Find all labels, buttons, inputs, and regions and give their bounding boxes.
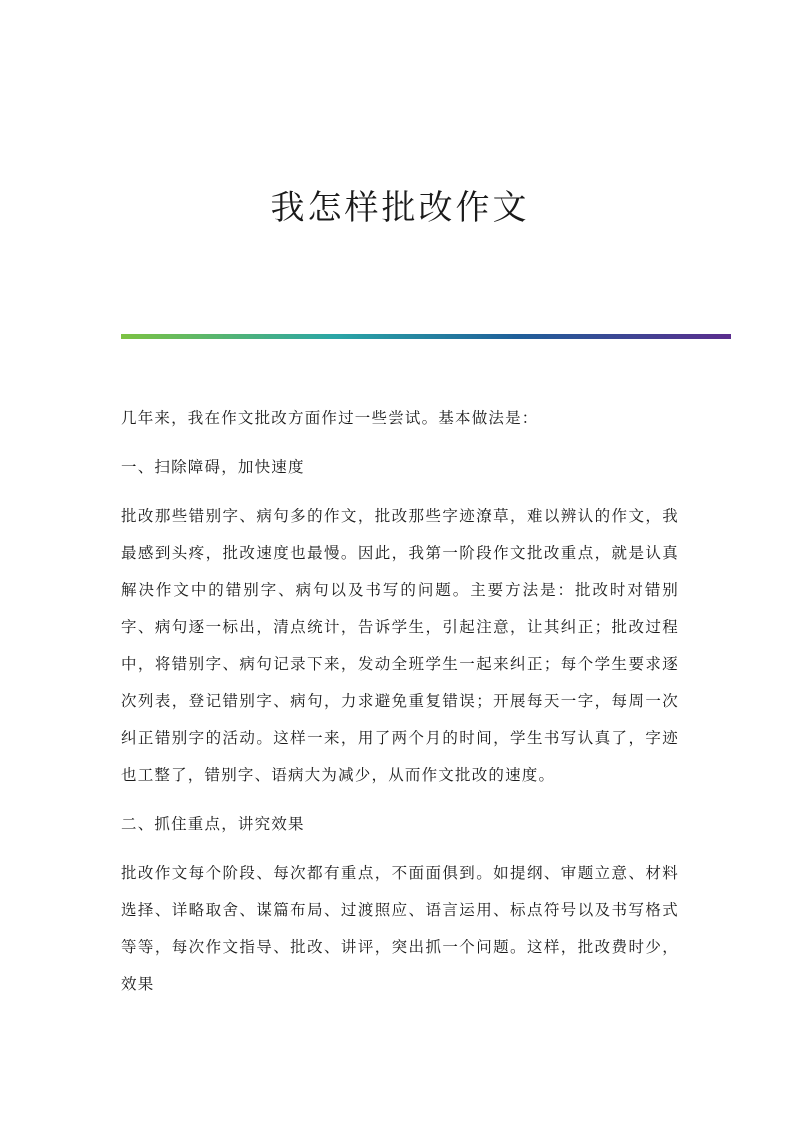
section-heading-2: 二、抓住重点，讲究效果 [121,815,305,833]
paragraph-section-1: 批改那些错别字、病句多的作文，批改那些字迹潦草，难以辨认的作文，我最感到头疼，批改速度也最慢。因此，我第一阶段作文批改重点，就是认真解决作文中的错别字、病句以及书写的问题。主要方法是：批改时对错别字、病句逐一标出，清点统计，告诉学生，引起注意，让其纠正；批改过程中，将错别字、病句记录下来，发动全班学生一起来纠正；每个学生要求逐次列表，登记错别字、病句，力求避免重复错误；开展每天一字，每周一次纠正错别字的活动。这样一来，用了两个月的时间，学生书写认真了，字迹也工整了，错别字、语病大为减少，从而作文批改的速度。 [121,507,679,784]
section-heading-1: 一、扫除障碍，加快速度 [121,458,305,476]
document-body [121,400,679,1003]
document-title: 我怎样批改作文 [270,188,530,228]
paragraph-intro: 几年来，我在作文批改方面作过一些尝试。基本做法是： [121,409,539,427]
paragraph-section-2: 批改作文每个阶段、每次都有重点，不面面俱到。如提纲、审题立意、材料选择、详略取舍、谋篇布局、过渡照应、语言运用、标点符号以及书写格式等等，每次作文指导、批改、讲评，突出抓一个问题。这样，批改费时少，效果 [121,864,679,993]
title-divider [121,334,731,339]
